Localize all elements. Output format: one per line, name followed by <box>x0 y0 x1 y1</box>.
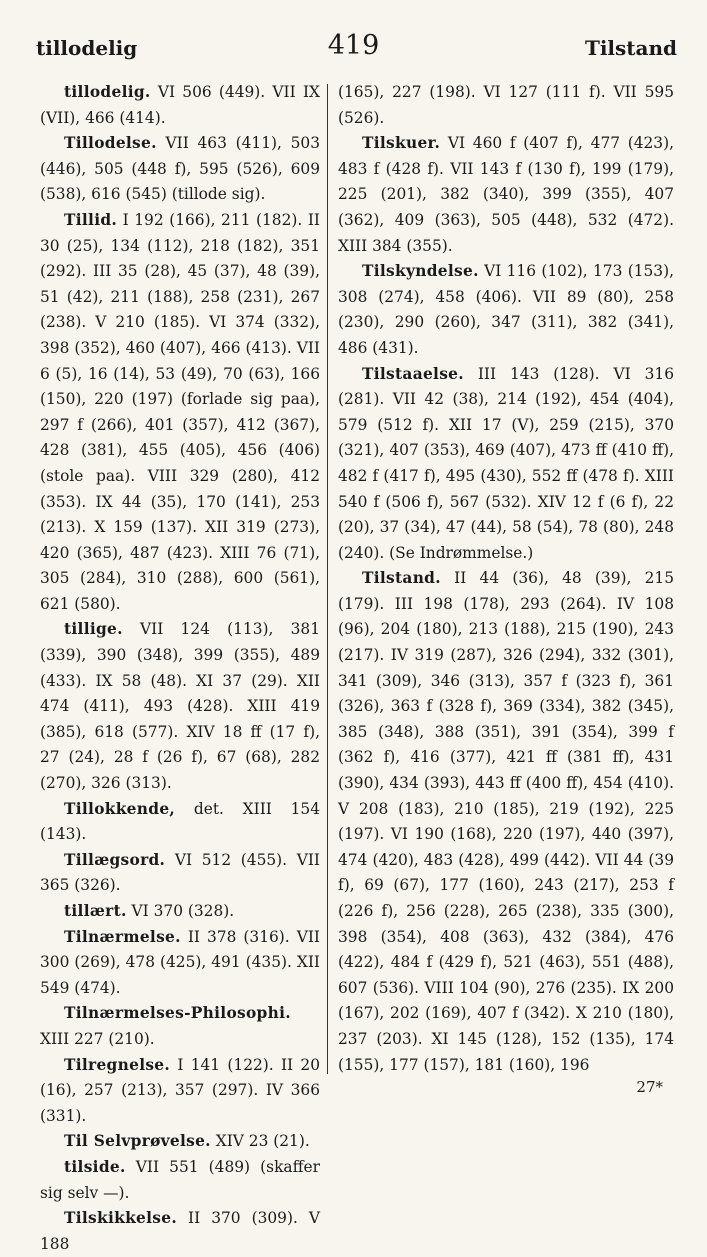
entry-references: VII 463 (411), 503 (446), 505 (448 f), 595 (526), 609 (538), 616 (545) (tillode sig). <box>40 134 320 204</box>
entry-headword: Til Selvprøvelse. <box>64 1132 211 1151</box>
column-divider <box>327 84 328 1074</box>
entry-references: XIII 227 (210). <box>40 1029 155 1048</box>
entry-headword: Tilskikkelse. <box>64 1209 178 1228</box>
index-entry <box>338 259 674 361</box>
entry-references: II 370 (309). V 188 <box>40 1209 320 1253</box>
entry-references: I 141 (122). II 20 (16), 257 (213), 357 (297). IV 366 (331). <box>40 1055 320 1125</box>
index-entry <box>40 208 320 618</box>
entry-headword: Tillodelse. <box>64 134 157 153</box>
entry-references: III 143 (128). VI 316 (281). VII 42 (38), 214 (192), 454 (404), 579 (512 f). XII 17 (V), 259 (215), 370 (321), 407 (353), 469 (407), 473 ff (410 ff), 482 f (417 f), 495 (430), 552 ff (478 f). XIII 540 f (506 f), 567 (532). XIV 12 f (6 f), 22 (20), 37 (34), 47 (44), 58 (54), 78 (80), 248 (240). (Se Indrømmelse.) <box>338 364 674 562</box>
entry-headword: Tillid. <box>64 210 118 229</box>
index-entry <box>40 1001 320 1052</box>
entry-headword: tillært. <box>64 902 127 920</box>
index-entry <box>40 80 320 131</box>
index-entry <box>40 1129 320 1155</box>
entry-references: VII 124 (113), 381 (339), 390 (348), 399 (355), 489 (433). IX 58 (48). XI 37 (29). XII 474 (411), 493 (428). XIII 419 (385), 618 (577). XIV 18 ff (17 f), 27 (24), 28 f (26 f), 67 (68), 282 (270), 326 (313). <box>40 620 320 793</box>
entry-references: VI 116 (102), 173 (153), 308 (274), 458 (406). VII 89 (80), 258 (230), 290 (260), 347 (311), 382 (341), 486 (431). <box>338 262 674 357</box>
entry-references: VI 506 (449). VII IX (VII), 466 (414). <box>40 83 320 127</box>
right-column <box>338 80 674 1078</box>
index-entry <box>40 1206 320 1257</box>
entry-references: (165), 227 (198). VI 127 (111 f). VII 595 (526). <box>338 83 674 127</box>
index-entry <box>40 1155 320 1206</box>
index-entry <box>338 566 674 1078</box>
index-entry <box>40 925 320 1002</box>
left-column <box>40 80 320 1257</box>
entry-references: I 192 (166), 211 (182). II 30 (25), 134 (112), 218 (182), 351 (292). III 35 (28), 45 (37), 48 (39), 51 (42), 211 (188), 258 (231), 267 (238). V 210 (185). VI 374 (332), 398 (352), 460 (407), 466 (413). VII 6 (5), 16 (14), 53 (49), 70 (63), 166 (150), 220 (197) (forlade sig paa), 297 f (266), 401 (357), 412 (367), 428 (381), 455 (405), 456 (406) (stole paa). VIII 329 (280), 412 (353). IX 44 (35), 170 (141), 253 (213). X 159 (137). XII 319 (273), 420 (365), 487 (423). XIII 76 (71), 305 (284), 310 (288), 600 (561), 621 (580). <box>40 210 320 613</box>
entry-references: II 378 (316). VII 300 (269), 478 (425), 491 (435). XII 549 (474). <box>40 927 320 997</box>
index-entry <box>40 797 320 848</box>
index-entry <box>40 131 320 208</box>
entry-headword: Tilskyndelse. <box>362 262 479 281</box>
signature-mark: 27* <box>636 1078 663 1096</box>
entry-headword: Tilnærmelses-Philosophi. <box>64 1004 291 1023</box>
entry-references: VI 370 (328). <box>126 902 235 920</box>
entry-headword: Tillokkende, <box>64 799 176 818</box>
entry-headword: tillige. <box>64 620 123 639</box>
index-entry <box>40 617 320 796</box>
index-entry <box>338 80 674 131</box>
index-entry <box>40 899 320 925</box>
entry-references: det. XIII 154 (143). <box>40 799 320 844</box>
page-number: 419 <box>327 30 380 61</box>
entry-headword: Tillægsord. <box>64 850 166 869</box>
entry-references: VI 512 (455). VII 365 (326). <box>40 850 320 895</box>
index-entry <box>338 362 674 567</box>
running-head-left: tillodelig <box>36 36 138 60</box>
index-entry <box>40 1053 320 1130</box>
index-entry <box>338 131 674 259</box>
entry-headword: tilside. <box>64 1157 126 1176</box>
entry-references: XIV 23 (21). <box>210 1132 310 1151</box>
index-entry <box>40 848 320 899</box>
running-head-right: Tilstand <box>584 36 677 60</box>
entry-headword: tillodelig. <box>64 83 151 101</box>
entry-references: II 44 (36), 48 (39), 215 (179). III 198 (178), 293 (264). IV 108 (96), 204 (180), 213 (188), 215 (190), 243 (217). IV 319 (287), 326 (294), 332 (301), 341 (309), 346 (313), 357 f (323 f), 361 (326), 363 f (328 f), 369 (334), 382 (345), 385 (348), 388 (351), 391 (354), 399 f (362 f), 416 (377), 421 ff (381 ff), 431 (390), 434 (393), 443 ff (400 ff), 454 (410). V 208 (183), 210 (185), 219 (192), 225 (197). VI 190 (168), 220 (197), 440 (397), 474 (420), 483 (428), 499 (442). VII 44 (39 f), 69 (67), 177 (160), 243 (217), 253 f (226 f), 256 (228), 265 (238), 335 (300), 398 (354), 408 (363), 432 (384), 476 (422), 484 f (429 f), 521 (463), 551 (488), 607 (536). VIII 104 (90), 276 (235). IX 200 (167), 202 (169), 407 f (342). X 210 (180), 237 (203). XI 145 (128), 152 (135), 174 (155), 177 (157), 181 (160), 196 <box>338 569 674 1074</box>
entry-references: VI 460 f (407 f), 477 (423), 483 f (428 f). VII 143 f (130 f), 199 (179), 225 (201), 382 (340), 399 (355), 407 (362), 409 (363), 505 (448), 532 (472). XIII 384 (355). <box>338 134 674 255</box>
page-header <box>0 30 707 64</box>
entry-headword: Tilstaaelse. <box>362 364 464 383</box>
entry-headword: Tilnærmelse. <box>64 927 181 946</box>
entry-references: VII 551 (489) (skaffer sig selv —). <box>40 1157 320 1202</box>
entry-headword: Tilstand. <box>362 569 441 588</box>
entry-headword: Tilskuer. <box>362 134 441 153</box>
entry-headword: Tilregnelse. <box>64 1055 171 1074</box>
